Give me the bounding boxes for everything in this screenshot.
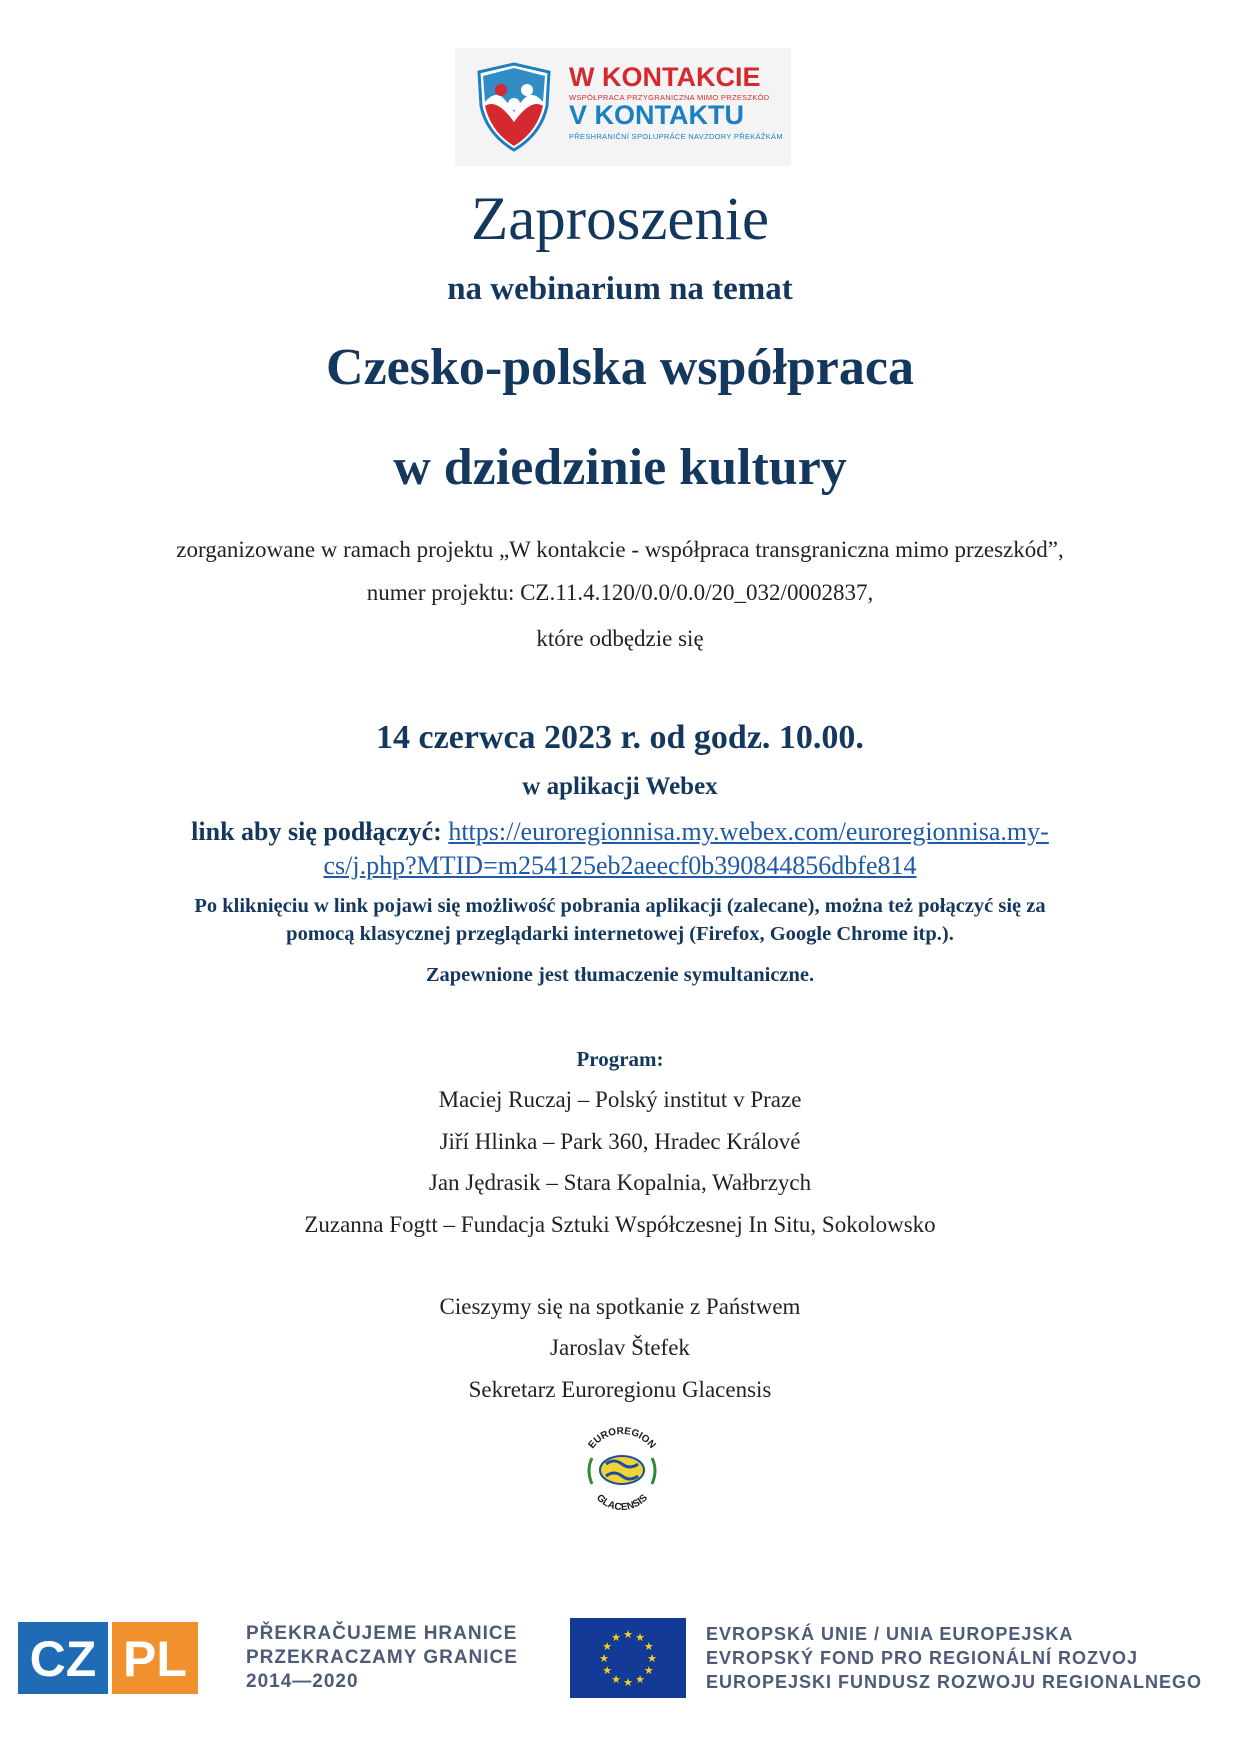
link-line [0,816,1240,848]
webex-link-part2[interactable]: cs/j.php?MTID=m254125eb2aeecf0b390844856dbfe814 [323,851,917,880]
page-title: Zaproszenie [470,186,770,253]
cz-text: CZ [29,1631,97,1687]
event-app: w aplikacji Webex [522,773,718,800]
svg-text:GLACENSIS [594,1492,650,1513]
eu-star-icon: ★ [602,1664,613,1677]
translation-note: Zapewnione jest tłumaczenie symultaniczne. [425,964,815,986]
logo-line1-sub: WSPÓŁPRACA PRZYGRANICZNA MIMO PRZESZKÓD [569,93,770,102]
signer-name: Jaroslav Štefek [550,1335,690,1360]
eu-star-icon: ★ [643,1664,654,1677]
organizer-line3: które odbędzie się [536,626,704,651]
program-item: Jan Jędrasik – Stara Kopalnia, Wałbrzych [428,1170,812,1195]
project-logo [455,48,791,166]
logo-top-text: EUROREGION [586,1425,658,1451]
link-label: link aby się podłączyć: [191,817,442,846]
eu-star-icon: ★ [599,1652,609,1665]
eu-star-icon: ★ [643,1640,654,1653]
logo-bottom-text: GLACENSIS [594,1492,650,1514]
info-line2: pomocą klasycznej przeglądarki internetowej (Firefox, Google Chrome itp.). [286,923,954,945]
pl-text: PL [123,1631,187,1687]
czpl-line: PŘEKRAČUJEME HRANICE [246,1623,518,1644]
webex-link-part1[interactable]: https://euroregionnisa.my.webex.com/euroregionnisa.my- [448,817,1049,846]
eu-star-icon: ★ [623,1628,633,1641]
eu-line: EVROPSKÝ FOND PRO REGIONÁLNÍ ROZVOJ [706,1648,1139,1668]
logo-line2-sub: PŘESHRANIČNÍ SPOLUPRÁCE NAVZDORY PŘEKÁŽKÁM [569,132,783,141]
czpl-line: PRZEKRACZAMY GRANICE [246,1647,518,1668]
eu-flag-icon [570,1618,686,1698]
euroregion-glacensis-logo [570,1418,674,1518]
logo-line2: V KONTAKTU [569,100,744,130]
svg-text:EUROREGION [587,1426,658,1451]
eu-line: EUROPEJSKI FUNDUSZ ROZWOJU REGIONALNEGO [706,1672,1203,1692]
program-item: Zuzanna Fogtt – Fundacja Sztuki Współczesnej In Situ, Sokolowsko [304,1212,936,1237]
eu-star-icon: ★ [635,1631,645,1645]
organizer-line1: zorganizowane w ramach projektu „W kontakcie - współpraca transgraniczna mimo przeszkód”, [176,537,1064,562]
czpl-logo [18,1618,198,1698]
info-line1: Po kliknięciu w link pojawi się możliwość pobrania aplikacji (zalecane), można też połączyć się za [194,895,1046,917]
program-item: Jiří Hlinka – Park 360, Hradec Králové [439,1129,801,1154]
signer-role: Sekretarz Euroregionu Glacensis [468,1377,772,1402]
eu-star-icon: ★ [647,1652,657,1665]
page-subtitle: na webinarium na temat [447,271,793,307]
eu-star-icon: ★ [635,1672,645,1686]
eu-star-icon: ★ [602,1640,613,1653]
closing-line: Cieszymy się na spotkanie z Państwem [439,1294,801,1319]
link-line-2 [0,850,1240,882]
eu-caption [706,1622,1202,1694]
topic-line2: w dziedzinie kultury [393,439,847,496]
eu-star-icon: ★ [623,1676,633,1689]
shield-icon [475,62,553,152]
program-title: Program: [576,1047,664,1071]
czpl-line: 2014—2020 [246,1671,359,1692]
organizer-line2: numer projektu: CZ.11.4.120/0.0/0.0/20_032/0002837, [366,580,874,605]
logo-line1: W KONTAKCIE [569,62,761,92]
eu-star-icon: ★ [611,1672,621,1686]
eu-star-icon: ★ [611,1631,621,1645]
czpl-caption [246,1622,518,1694]
program-item: Maciej Ruczaj – Polský institut v Praze [438,1087,802,1112]
topic-line1: Czesko-polska współpraca [326,339,914,396]
eu-line: EVROPSKÁ UNIE / UNIA EUROPEJSKA [706,1624,1074,1644]
event-date: 14 czerwca 2023 r. od godz. 10.00. [376,719,864,756]
